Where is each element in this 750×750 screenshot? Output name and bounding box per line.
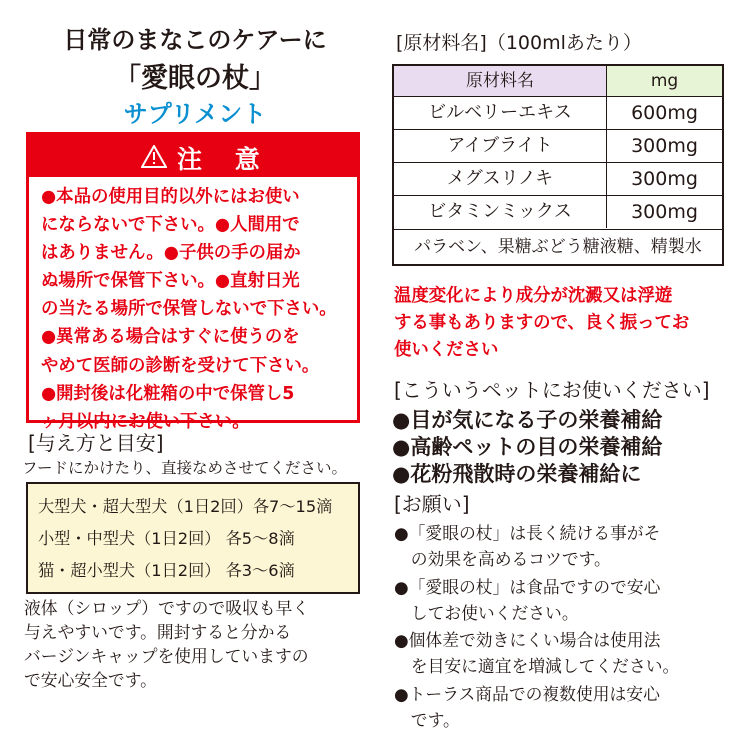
caution-line: の当たる場所で保管しないで下さい。 xyxy=(41,299,337,320)
request-line: ●「愛眼の杖」は長く続ける事がそ xyxy=(394,523,661,543)
syrup-line: 液体（シロップ）ですので吸収も早く xyxy=(24,598,310,618)
other-ingredients: パラベン、果糖ぶどう糖液糖、精製水 xyxy=(394,229,722,265)
ingredient-amount: 600mg xyxy=(631,102,698,124)
ingredient-name: メグスリノキ xyxy=(394,163,607,195)
shake-line: する事もありますので、良く振ってお xyxy=(394,313,690,333)
dosage-row: 小型・中型犬（1日2回） 各5～8滴 xyxy=(38,529,295,548)
ingredient-amount: 300mg xyxy=(631,135,698,157)
request-line: を目安に適宜を増減してください。 xyxy=(394,656,680,676)
ingredients-table xyxy=(392,64,724,266)
caution-box xyxy=(26,132,360,432)
caution-header xyxy=(29,135,357,177)
ingredient-name: アイブライト xyxy=(394,130,607,162)
shake-notice xyxy=(394,283,739,364)
dosage-row: 大型犬・超大型犬（1日2回）各7～15滴 xyxy=(38,497,333,516)
pets-heading: [こういうペットにお使いください] xyxy=(394,378,710,402)
dosage-row: 猫・超小型犬（1日2回） 各3～6滴 xyxy=(38,561,295,580)
caution-title: 注 意 xyxy=(177,145,272,174)
request-line: です。 xyxy=(394,710,460,730)
shake-line: 温度変化により成分が沈澱又は浮遊 xyxy=(394,286,673,306)
caution-line: ●異常ある場合はすぐに使うのを xyxy=(41,327,300,348)
list-item: ●花粉飛散時の栄養補給に xyxy=(392,462,642,486)
request-line: ●トーラス商品での複数使用は安心 xyxy=(394,684,660,704)
usage-subtext: フードにかけたり、直接なめさせてください。 xyxy=(22,459,348,477)
headline-line1: 日常のまなこのケアーに xyxy=(63,26,327,54)
caution-line: やめて医師の診断を受けて下さい。 xyxy=(41,355,320,376)
ingredients-column-name: 原材料名 xyxy=(394,66,607,96)
warning-triangle-icon xyxy=(141,145,167,168)
usage-heading: [与え方と目安] xyxy=(28,431,164,455)
caution-line: ヶ月以内にお使い下さい。 xyxy=(41,411,250,432)
request-line: ●「愛眼の杖」は食品ですので安心 xyxy=(394,577,661,597)
ingredient-name: ビルベリーエキス xyxy=(394,97,607,129)
ingredients-column-amount: mg xyxy=(607,66,722,96)
list-item: ●高齢ペットの目の栄養補給 xyxy=(392,435,663,459)
caution-line: ●開封後は化粧箱の中で保管し5 xyxy=(41,383,295,404)
syrup-line: バージンキャップを使用していますの xyxy=(24,646,309,666)
caution-line: にならないで下さい。●人間用で xyxy=(41,215,300,236)
list-item: ●目が気になる子の栄養補給 xyxy=(392,408,663,432)
table-row xyxy=(394,129,722,162)
request-line: の効果を高めるコツです。 xyxy=(394,549,611,569)
table-row xyxy=(394,162,722,195)
product-category: サプリメント xyxy=(123,100,267,128)
syrup-line: 与えやすいです。開封すると分かる xyxy=(24,622,292,642)
dosage-box xyxy=(26,482,360,594)
caution-line: ●本品の使用目的以外にはお使い xyxy=(41,187,300,207)
syrup-line: で安心安全です。 xyxy=(24,670,157,690)
caution-text xyxy=(41,183,351,436)
ingredient-amount: 300mg xyxy=(631,201,698,223)
shake-line: 使いください xyxy=(394,340,499,360)
table-row xyxy=(394,96,722,129)
caution-line: はありません。●子供の手の届か xyxy=(41,243,301,264)
ingredient-amount: 300mg xyxy=(631,168,698,190)
ingredient-name: ビタミンミックス xyxy=(394,196,607,228)
requests-heading: [お願い] xyxy=(394,492,470,516)
table-row xyxy=(394,195,722,228)
syrup-description xyxy=(24,596,359,692)
request-line: ●個体差で効きにくい場合は使用法 xyxy=(394,630,661,650)
product-name: 「愛眼の杖」 xyxy=(114,63,276,94)
request-line: してお使いください。 xyxy=(394,603,579,623)
ingredients-heading: [原材料名]（100mlあたり） xyxy=(396,32,642,54)
caution-line: ぬ場所で保管下さい。●直射日光 xyxy=(41,271,300,292)
